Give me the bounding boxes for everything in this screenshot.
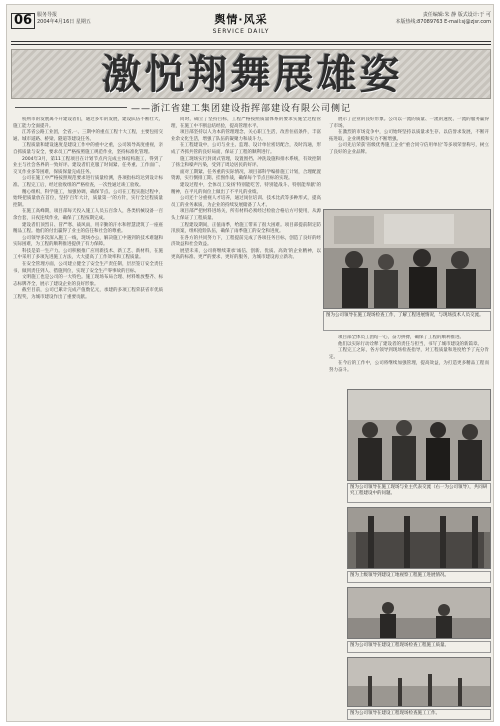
paragraph: 面对工期紧、任务重的实际情况，项目部科学编排施工计划，合理配置资源，实行倒排工期、挂图作战，确保每个节点目标的实现。 — [171, 169, 321, 182]
photo-caption: 图为公司领导在施工现场检查工作，了解工程进展情况，与现场技术人员交流。 — [323, 311, 491, 331]
photo-site-work — [347, 657, 491, 707]
paragraph: 在施工高峰期，项目部每天投入施工人员五百余人，各类机械设备一百余台套，日夜连续作业，确保了工程按期完成。 — [13, 209, 163, 221]
issue-date: 2004年4月16日 星期五 — [37, 19, 91, 25]
paragraph: 展望未来，公司将继续秉承'诚信、创新、优质、高效'的企业精神，以更高的标准、更严的要求、更好的服务，为城市建设再立新功。 — [171, 248, 321, 261]
paragraph: 在今后的工作中，公司将继续加强管理，提高效益，为打造更多精品工程而努力奋斗。 — [329, 361, 489, 373]
column-1 — [13, 117, 163, 717]
photo-leaders-visit-image — [348, 508, 491, 569]
photo-quality-check-image — [348, 588, 491, 639]
subhead-bar — [11, 101, 491, 113]
masthead — [11, 11, 491, 41]
paragraph: 在各方的共同努力下，工程提前完成了各项任务目标，创造了良好的经济效益和社会效益。 — [171, 235, 321, 248]
subhead: ——浙江省建工集团建设指挥部建设有限公司侧记 — [131, 104, 352, 114]
paragraph: 文明施工也是公司的一大特色。施工现场布局合理、材料堆放整齐、标志标牌齐全，展示了建设企业的良好形象。 — [13, 275, 163, 287]
photo-caption: 图为公司领导在施工现场与业主代表交流（右一为公司领导），共同研究工程建设中的问题。 — [347, 483, 491, 503]
photo-caption: 图为公司领导在建设工程现场检查工程施工质量。 — [347, 641, 491, 653]
photo-site-inspection — [323, 209, 491, 309]
paragraph: 工程质量和建设速度是建设工作中的重中之重，公司领导高度重视，亲自抓质量与安全，要求员工严格按照施工规范作业，坚持标准化管理。 — [13, 143, 163, 155]
paragraph: 工程完工之际，各方领导到现场检查指导，对工程质量和进度给予了充分肯定。 — [329, 348, 489, 360]
section-subtitle: SERVICE DAILY — [212, 28, 270, 35]
column-2 — [171, 117, 321, 717]
section-brand — [201, 11, 281, 35]
photo-site-inspection-image — [324, 210, 491, 309]
paragraph: 建设者们顶烈日、冒严寒、战风雨，用辛勤的汗水和智慧浇筑了一座座精品工程。他们的付出赢得了业主的信任和社会的尊重。 — [13, 222, 163, 235]
paragraph: 项目部全体员工团结一心，奋力拼搏，确保了工程的顺利推进。 — [338, 335, 464, 340]
paragraph: 江苏省公路工业团，全省,一、三期中的重点工程十大工程，主要包括交通、城市道路、桥梁、隧道等建设任务。 — [13, 130, 163, 142]
paragraph: 在激烈的市场竞争中，公司始终坚持以质量求生存、以信誉求发展，不断开拓进取，企业规模和实力不断增强。 — [329, 130, 489, 142]
newspaper-page — [6, 4, 494, 722]
paragraph: 同时，确立了坚持目标，工程严格按照质量体系的要求实施全过程管理，在施工中不断总结经验，提高管理水平。 — [171, 117, 321, 129]
header-rule — [11, 41, 491, 42]
paper-name: 服务导报 — [37, 12, 58, 18]
paragraph: 公司先后荣获'省级优秀施工企业''重合同守信用单位'等多项荣誉称号，树立了良好的企业品牌。 — [329, 143, 489, 155]
photo-quality-check — [347, 587, 491, 639]
photo-caption: 图为公司领导在建设工程现场检查施工工作。 — [347, 709, 491, 720]
paragraph: 他们以实际行动诠释了建设者的责任与担当，书写了城市建设的新篇章。 — [338, 341, 482, 347]
headline: 激悦翔舞展雄姿 — [101, 52, 403, 98]
hotline: 本版热线:87089763 E-mail:sj@zjsr.com — [395, 19, 491, 25]
column-3-middle — [329, 335, 489, 385]
photo-site-work-image — [348, 658, 491, 707]
header-rule-thin — [11, 44, 491, 45]
photo-meeting-owner-image — [348, 390, 491, 481]
paragraph: 建设过程中，全体员工发扬'特别能吃苦、特别能战斗、特别能奉献'的精神，在平凡的岗位上做出了不平凡的业绩。 — [171, 182, 321, 195]
editor-credits: 责任编辑:朱 静 版式设计:于 可 — [422, 12, 491, 18]
paragraph: 截至目前，公司已累计完成产值数亿元，承建的多项工程荣获省市优质工程奖，为城市建设作出了重要贡献。 — [13, 288, 163, 301]
paragraph: 公司领导多次深入施工一线，现场办公，解决施工中遇到的技术难题和实际困难，为工程的顺利推进提供了有力保障。 — [13, 235, 163, 248]
page-number: 06 — [11, 13, 35, 29]
paragraph: 工程建设期间，正值雨季，给施工带来了很大困难。项目部提前制定防汛预案，组织抢险队伍，确保了雨季施工的安全和进度。 — [171, 222, 321, 235]
paragraph: 在安全管理方面，公司建立健全了安全生产责任制，层层签订安全责任书，做到责任到人、措施到位，实现了安全生产零事故的目标。 — [13, 262, 163, 274]
paragraph: 项目部坚持以人为本的管理理念，关心职工生活，改善住宿条件，丰富业余文化生活，增强了队伍的凝聚力和战斗力。 — [171, 130, 321, 142]
right-meta — [395, 12, 491, 26]
paragraph: 施工现场实行封闭式管理，设置围挡、冲洗设施和排水系统，有效控制了扬尘和噪声污染，受到了周边居民的好评。 — [171, 156, 321, 169]
paragraph: 在工程建设中，公司与业主、监理、设计单位密切配合，及时沟通，形成了齐抓共管的良好局面，保证了工程的顺利进行。 — [171, 143, 321, 155]
column-3-top — [329, 117, 489, 205]
paragraph: 2004年3月，第11工程项目在计划节点内完成主体结构施工，得到了业主与社会各界的一致好评。建设者们克服了时间紧、任务重、工作面广、交叉作业多等困难，保质保量完成任务。 — [13, 156, 163, 175]
section-title: 舆情·风采 — [214, 13, 268, 26]
paragraph: 精心组织，科学施工，加强协调，确保节点。公司在工程实施过程中，始终把质量放在首位，坚持'百年大计，质量第一'的方针，实行全过程质量控制。 — [13, 189, 163, 208]
paragraph: 展示了企业的良好形象。公司以一流的质量、一流的速度、一流的服务赢得了市场。 — [329, 117, 489, 129]
left-meta — [37, 12, 91, 26]
paragraph: 公司还十分重视人才培养，通过岗位培训、技术比武等多种形式，提高员工的业务素质，为企业的持续发展储备了人才。 — [171, 196, 321, 208]
headline-banner — [11, 49, 491, 99]
photo-leaders-visit — [347, 507, 491, 569]
paragraph: 科技是第一生产力。公司积极推广应用新技术、新工艺、新材料，在施工中采用了多项先进施工方法，大大提高了工作效率和工程质量。 — [13, 248, 163, 261]
paragraph: 公司在施工中严格按照规范要求进行质量检测，各项指标均达到设计标准。工程完工后，经过验收组的严格检查，一次性通过竣工验收。 — [13, 176, 163, 188]
photo-caption: 图为上级领导到建设工地视察工程施工进展情况。 — [347, 571, 491, 583]
paragraph: 杭州市的发展离不开建设者们，通过多年的发展，建设队伍不断壮大，施工能力全面提升。 — [13, 117, 163, 129]
photo-meeting-owner — [347, 389, 491, 481]
subhead-line — [15, 107, 127, 108]
paragraph: 项目部严把材料进场关，所有材料必须经过检验合格后方可使用，从源头上保证了工程质量。 — [171, 209, 321, 221]
